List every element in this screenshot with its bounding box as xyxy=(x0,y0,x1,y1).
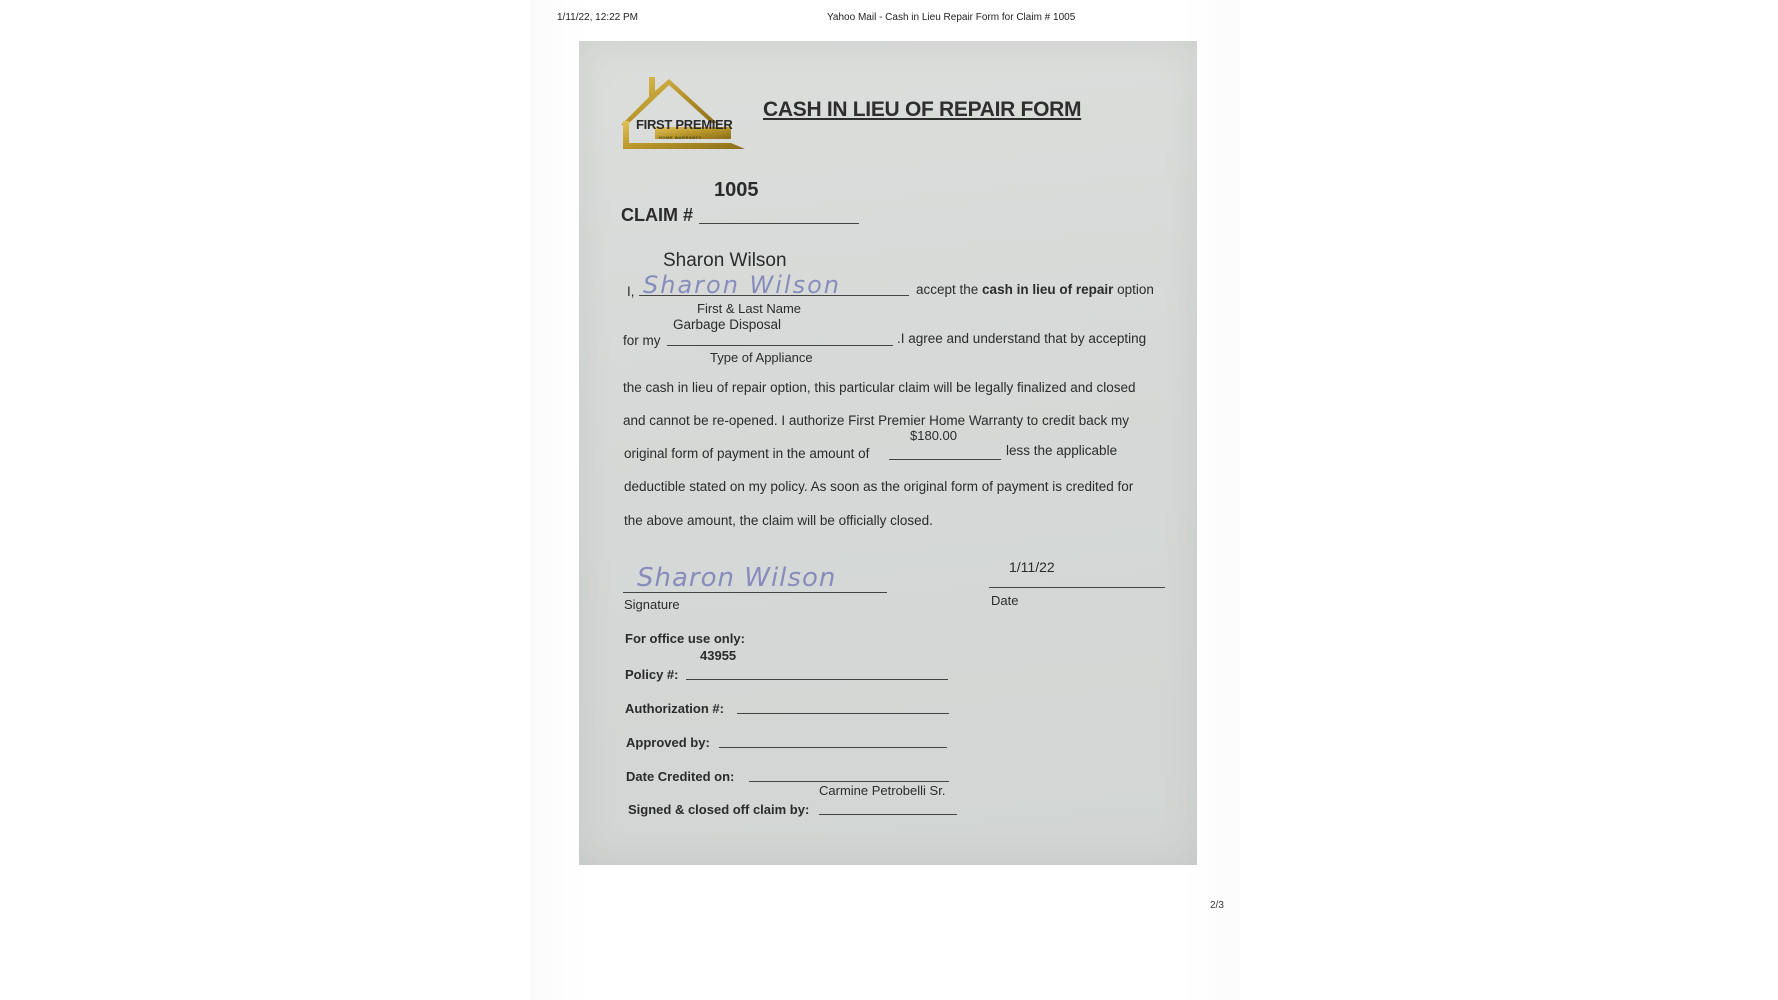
approved-by-line xyxy=(719,747,947,748)
policy-value: 43955 xyxy=(700,648,737,663)
signed-closed-line xyxy=(819,814,957,815)
logo-brand: FIRST PREMIER xyxy=(636,117,733,132)
signature-handwritten: Sharon Wilson xyxy=(637,563,837,593)
office-use-heading: For office use only: xyxy=(625,631,745,646)
date-caption: Date xyxy=(991,593,1019,608)
scanned-form xyxy=(579,41,1197,865)
authorization-label: Authorization #: xyxy=(625,701,724,716)
approved-by-label: Approved by: xyxy=(626,735,710,750)
paragraph-line-3-post: less the applicable xyxy=(1006,443,1118,458)
agree-text: .I agree and understand that by accepting xyxy=(897,331,1147,346)
typed-name: Sharon Wilson xyxy=(663,250,787,271)
accept-post: option xyxy=(1113,282,1154,297)
first-premier-logo xyxy=(619,65,747,149)
print-title: Yahoo Mail - Cash in Lieu Repair Form for Claim # 1005 xyxy=(827,12,1076,23)
signed-closed-label: Signed & closed off claim by: xyxy=(628,802,810,817)
signature-line xyxy=(623,592,887,593)
amount-line xyxy=(889,459,1001,460)
policy-line xyxy=(686,679,948,680)
signed-closed-value: Carmine Petrobelli Sr. xyxy=(819,783,946,798)
claim-number-line xyxy=(699,223,859,224)
authorization-line xyxy=(737,713,949,714)
appliance-caption: Type of Appliance xyxy=(710,350,813,365)
form-title: CASH IN LIEU OF REPAIR FORM xyxy=(763,98,1082,121)
i-prefix: I, xyxy=(627,284,635,299)
print-timestamp: 1/11/22, 12:22 PM xyxy=(557,12,638,23)
accept-bold: cash in lieu of repair xyxy=(982,282,1114,297)
paragraph-line-5: the above amount, the claim will be officially closed. xyxy=(624,513,933,528)
paragraph-line-2: and cannot be re-opened. I authorize First Premier Home Warranty to credit back my xyxy=(623,413,1129,428)
handwritten-name: Sharon Wilson xyxy=(643,271,842,299)
accept-pre: accept the xyxy=(916,282,983,297)
appliance-value: Garbage Disposal xyxy=(673,317,782,332)
date-credited-line xyxy=(749,781,949,782)
page-number: 2/3 xyxy=(1210,900,1224,911)
paragraph-line-4: deductible stated on my policy. As soon as the original form of payment is credited for xyxy=(624,479,1134,494)
date-line xyxy=(989,587,1165,588)
paragraph-line-3-pre: original form of payment in the amount of xyxy=(624,446,870,461)
name-line xyxy=(639,295,909,296)
claim-number-value: 1005 xyxy=(714,179,759,201)
amount-value: $180.00 xyxy=(910,428,957,443)
logo-tagline: HOME WARRANTY xyxy=(659,135,702,140)
claim-number-label: CLAIM # xyxy=(621,205,693,225)
appliance-line xyxy=(667,345,893,346)
for-my-label: for my xyxy=(623,333,661,348)
name-caption: First & Last Name xyxy=(697,301,802,316)
policy-label: Policy #: xyxy=(625,667,679,682)
paragraph-line-1: the cash in lieu of repair option, this particular claim will be legally finalized and closed xyxy=(623,380,1136,395)
date-credited-label: Date Credited on: xyxy=(626,769,735,784)
date-value: 1/11/22 xyxy=(1009,559,1055,575)
accept-sentence xyxy=(916,282,1154,297)
signature-caption: Signature xyxy=(624,597,680,612)
